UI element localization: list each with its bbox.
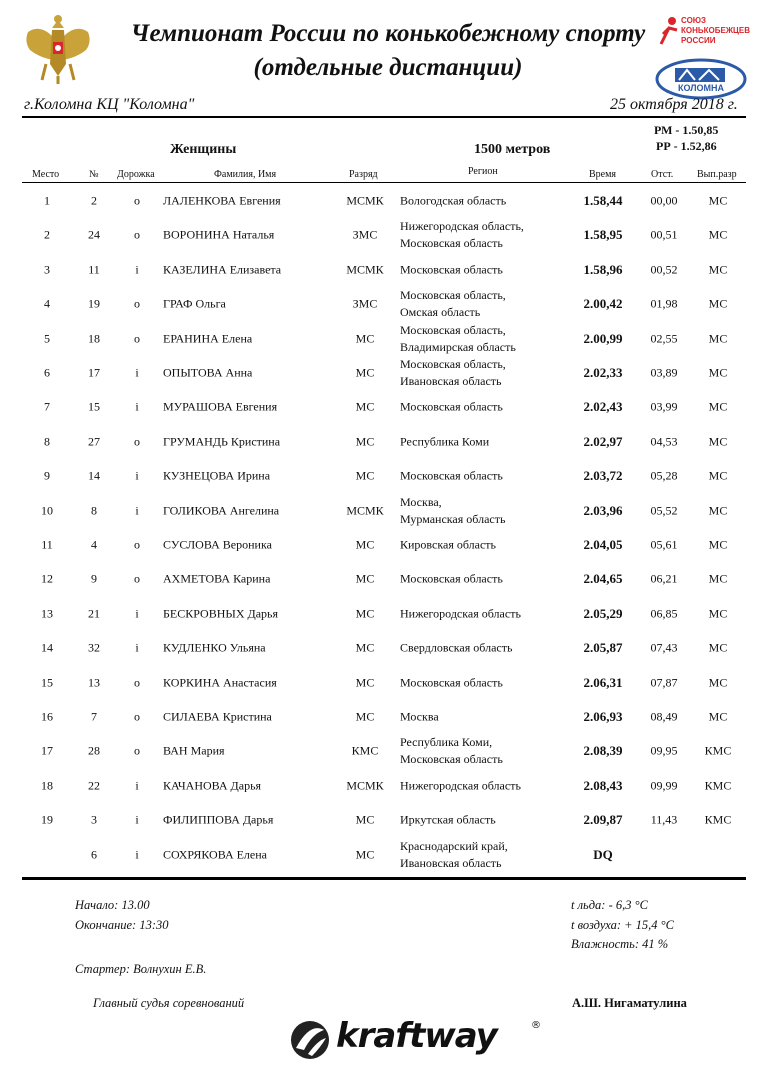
row-athlete-name: ГОЛИКОВА Ангелина (163, 503, 280, 518)
row-lane: i (135, 262, 139, 277)
row-athlete-name: ФИЛИППОВА Дарья (163, 812, 274, 827)
row-time: 2.08,39 (583, 743, 623, 759)
row-number: 27 (88, 434, 100, 449)
page-subtitle: (отдельные дистанции) (253, 54, 523, 81)
row-time: 2.06,31 (583, 674, 623, 690)
judge-name: А.Ш. Нигаматулина (572, 996, 687, 1010)
row-rank: МСМК (346, 503, 384, 518)
col-num: № (89, 169, 99, 180)
row-gap: 03,89 (650, 365, 678, 380)
row-result-rank: МС (708, 227, 728, 242)
table-row (0, 322, 776, 356)
row-place: 5 (44, 331, 50, 346)
row-place: 1 (44, 193, 50, 208)
row-place: 3 (44, 262, 50, 277)
end-time: Окончание: 13:30 (75, 918, 169, 932)
row-lane: i (135, 847, 139, 862)
venue: г.Коломна КЦ "Коломна" (24, 96, 195, 113)
distance-label: 1500 метров (474, 142, 551, 157)
row-time: 2.02,43 (583, 399, 623, 415)
table-row (0, 184, 776, 218)
table-row (0, 390, 776, 424)
kraftway-mark-icon (288, 1020, 332, 1060)
row-lane: о (134, 571, 140, 586)
row-gap: 05,52 (650, 503, 678, 518)
row-athlete-name: МУРАШОВА Евгения (163, 399, 278, 414)
row-number: 9 (91, 571, 97, 586)
arena-logo (655, 58, 747, 100)
row-gap: 11,43 (650, 812, 678, 827)
kraftway-logo (288, 1018, 548, 1062)
row-number: 2 (91, 193, 97, 208)
row-number: 28 (88, 743, 100, 758)
row-place: 9 (44, 468, 50, 483)
row-number: 11 (88, 262, 100, 277)
federation-logo (655, 12, 750, 64)
row-rank: МС (355, 399, 375, 414)
kraftway-wordmark: kraftway (336, 1016, 497, 1056)
row-result-rank: МС (708, 606, 728, 621)
row-region: Московская область, Ивановская область (400, 357, 506, 388)
row-result-rank: МС (708, 193, 728, 208)
row-lane: о (134, 434, 140, 449)
row-region: Московская область, Владимирская область (400, 322, 516, 354)
row-result-rank: МС (708, 331, 728, 346)
row-region: Московская область (400, 399, 503, 414)
row-result-rank: МС (708, 537, 728, 552)
row-athlete-name: ОПЫТОВА Анна (163, 365, 253, 380)
row-time: 2.05,87 (583, 640, 623, 656)
row-athlete-name: КАЗЕЛИНА Елизавета (163, 262, 282, 277)
row-gap: 06,21 (650, 571, 678, 586)
air-temperature: t воздуха: + 15,4 °C (571, 918, 675, 932)
table-row (0, 425, 776, 459)
col-place: Место (32, 169, 60, 180)
row-time: 2.00,99 (583, 330, 623, 346)
row-time: DQ (593, 846, 613, 862)
row-place: 13 (41, 606, 53, 621)
row-region: Краснодарский край, Ивановская область (400, 838, 508, 870)
row-lane: i (135, 778, 139, 793)
row-gap: 00,52 (650, 262, 678, 277)
row-rank: МС (355, 365, 375, 380)
row-lane: о (134, 193, 140, 208)
row-place: 12 (41, 571, 53, 586)
table-row (0, 631, 776, 665)
gender-label: Женщины (170, 142, 237, 157)
col-gap: Отст. (651, 169, 674, 180)
row-athlete-name: ГРУМАНДЬ Кристина (163, 434, 281, 449)
record-rr: РР - 1.52,86 (656, 139, 717, 153)
row-result-rank: МС (708, 468, 728, 483)
row-result-rank: МС (708, 365, 728, 380)
header-divider (22, 116, 746, 118)
row-gap: 05,61 (650, 537, 678, 552)
row-region: Вологодская область (400, 193, 507, 208)
table-row (0, 597, 776, 631)
row-number: 21 (88, 606, 100, 621)
row-gap: 07,87 (650, 675, 678, 690)
row-time: 2.02,97 (583, 433, 623, 449)
federation-logo-line3: РОССИИ (681, 36, 716, 45)
table-row (0, 562, 776, 596)
row-time: 2.00,42 (583, 296, 623, 312)
table-row (0, 356, 776, 390)
row-place: 7 (44, 399, 50, 414)
row-result-rank: КМС (704, 812, 732, 827)
row-athlete-name: КОРКИНА Анастасия (163, 675, 277, 690)
row-place: 10 (41, 503, 53, 518)
row-athlete-name: ВОРОНИНА Наталья (163, 227, 275, 242)
row-region: Свердловская область (400, 640, 513, 655)
row-time: 2.05,29 (583, 605, 623, 621)
row-region: Нижегородская область (400, 778, 521, 793)
row-result-rank: МС (708, 503, 728, 518)
row-time: 2.03,96 (583, 502, 623, 518)
row-gap: 05,28 (650, 468, 678, 483)
row-gap: 00,00 (650, 193, 678, 208)
table-row (0, 769, 776, 803)
event-date: 25 октября 2018 г. (610, 96, 738, 113)
row-gap: 09,95 (650, 743, 678, 758)
col-result-rank: Вып.разр (697, 169, 737, 180)
ice-temperature: t льда: - 6,3 °C (571, 898, 648, 912)
col-time: Время (589, 169, 617, 180)
row-lane: о (134, 709, 140, 724)
table-row (0, 253, 776, 287)
row-region: Московская область (400, 468, 503, 483)
row-gap: 04,53 (650, 434, 678, 449)
table-row (0, 838, 776, 872)
row-result-rank: КМС (704, 778, 732, 793)
row-place: 6 (44, 365, 50, 380)
row-athlete-name: КУЗНЕЦОВА Ирина (163, 468, 271, 483)
table-row (0, 803, 776, 837)
row-rank: ЗМС (352, 227, 378, 242)
row-lane: i (135, 812, 139, 827)
row-gap: 00,51 (650, 227, 678, 242)
arena-logo-text: КОЛОМНА (677, 83, 725, 93)
row-lane: о (134, 675, 140, 690)
page-title: Чемпионат России по конькобежному спорту (130, 20, 646, 47)
row-rank: КМС (351, 743, 379, 758)
row-gap: 07,43 (650, 640, 678, 655)
row-number: 4 (91, 537, 97, 552)
row-number: 13 (88, 675, 100, 690)
row-lane: i (135, 399, 139, 414)
row-gap: 01,98 (650, 296, 678, 311)
row-region: Республика Коми (400, 434, 490, 449)
col-name: Фамилия, Имя (214, 169, 277, 180)
row-athlete-name: АХМЕТОВА Карина (163, 571, 271, 586)
table-row (0, 494, 776, 528)
row-region: Московская область (400, 262, 503, 277)
row-number: 32 (88, 640, 100, 655)
row-rank: МС (355, 709, 375, 724)
row-lane: i (135, 606, 139, 621)
row-athlete-name: КУДЛЕНКО Ульяна (163, 640, 266, 655)
row-number: 17 (88, 365, 100, 380)
table-row (0, 666, 776, 700)
row-region: Нижегородская область (400, 606, 521, 621)
row-time: 1.58,96 (583, 261, 623, 277)
columns-divider (22, 182, 746, 183)
row-lane: i (135, 640, 139, 655)
row-place: 15 (41, 675, 53, 690)
record-rm: РМ - 1.50,85 (654, 123, 719, 137)
row-place: 2 (44, 227, 50, 242)
row-number: 15 (88, 399, 100, 414)
row-region: Московская область (400, 571, 503, 586)
federation-logo-line1: СОЮЗ (681, 16, 707, 25)
row-region: Москва, Мурманская область (400, 494, 506, 526)
row-number: 8 (91, 503, 97, 518)
row-time: 2.06,93 (583, 709, 623, 724)
row-result-rank: МС (708, 571, 728, 586)
row-result-rank: МС (708, 675, 728, 690)
row-rank: МС (355, 675, 375, 690)
row-gap: 06,85 (650, 606, 678, 621)
row-athlete-name: БЕСКРОВНЫХ Дарья (163, 606, 279, 621)
row-time: 2.02,33 (583, 365, 623, 380)
row-athlete-name: ЛАЛЕНКОВА Евгения (163, 193, 281, 208)
row-region: Иркутская область (400, 812, 496, 827)
row-time: 1.58,95 (583, 227, 623, 243)
registered-mark: ® (531, 1020, 541, 1031)
col-rank: Разряд (349, 169, 378, 180)
row-number: 14 (88, 468, 100, 483)
row-time: 2.04,65 (583, 571, 623, 587)
table-row (0, 734, 776, 768)
row-lane: о (134, 227, 140, 242)
judge-label: Главный судья соревнований (93, 996, 245, 1010)
row-gap: 09,99 (650, 778, 678, 793)
row-result-rank: МС (708, 296, 728, 311)
row-time: 1.58,44 (583, 193, 623, 208)
row-rank: МС (355, 537, 375, 552)
table-row (0, 700, 776, 734)
row-result-rank: КМС (704, 743, 732, 758)
row-gap: 03,99 (650, 399, 678, 414)
row-place: 17 (41, 743, 53, 758)
row-region: Московская область (400, 675, 503, 690)
row-region: Кировская область (400, 537, 497, 552)
row-rank: МСМК (346, 193, 384, 208)
row-number: 7 (91, 709, 97, 724)
row-athlete-name: СУСЛОВА Вероника (163, 537, 272, 552)
row-rank: МС (355, 331, 375, 346)
row-rank: МС (355, 571, 375, 586)
row-lane: i (135, 468, 139, 483)
row-place: 4 (44, 296, 50, 311)
col-region: Регион (468, 166, 498, 177)
row-rank: МС (355, 640, 375, 655)
start-time: Начало: 13.00 (75, 898, 150, 912)
row-rank: МС (355, 812, 375, 827)
row-place: 14 (41, 640, 53, 655)
row-athlete-name: ЕРАНИНА Елена (163, 331, 253, 346)
row-region: Республика Коми, Московская область (400, 735, 503, 767)
row-result-rank: МС (708, 399, 728, 414)
row-time: 2.08,43 (583, 777, 623, 793)
row-result-rank: МС (708, 640, 728, 655)
row-region: Москва (400, 709, 439, 724)
row-lane: i (135, 503, 139, 518)
table-row (0, 287, 776, 321)
row-rank: ЗМС (352, 296, 378, 311)
row-place: 18 (41, 778, 53, 793)
table-bottom-divider (22, 877, 746, 880)
row-number: 18 (88, 331, 100, 346)
row-number: 6 (91, 847, 97, 862)
row-rank: МС (355, 434, 375, 449)
row-athlete-name: СОХРЯКОВА Елена (163, 847, 267, 862)
table-row (0, 528, 776, 562)
row-time: 2.09,87 (583, 812, 623, 828)
row-number: 22 (88, 778, 100, 793)
row-result-rank: МС (708, 709, 728, 724)
row-result-rank: МС (708, 262, 728, 277)
row-region: Московская область, Омская область (400, 288, 506, 320)
row-number: 3 (91, 812, 97, 827)
row-athlete-name: ГРАФ Ольга (163, 296, 226, 311)
row-time: 2.03,72 (583, 468, 623, 484)
row-athlete-name: СИЛАЕВА Кристина (163, 709, 272, 724)
row-gap: 08,49 (650, 709, 678, 724)
col-lane: Дорожка (117, 169, 155, 180)
row-rank: МС (355, 468, 375, 483)
row-lane: о (134, 296, 140, 311)
row-place: 19 (41, 812, 53, 827)
row-lane: о (134, 743, 140, 758)
row-region: Нижегородская область, Московская область (400, 219, 524, 251)
row-place: 8 (44, 434, 50, 449)
row-gap: 02,55 (650, 331, 678, 346)
row-rank: МС (355, 847, 375, 862)
table-row (0, 218, 776, 252)
row-lane: i (135, 365, 139, 380)
row-place: 11 (41, 537, 53, 552)
row-result-rank: МС (708, 434, 728, 449)
row-rank: МСМК (346, 778, 384, 793)
row-athlete-name: ВАН Мария (163, 743, 225, 758)
row-lane: о (134, 537, 140, 552)
row-number: 19 (88, 296, 100, 311)
starter: Стартер: Волнухин Е.В. (75, 962, 207, 976)
row-place: 16 (41, 709, 53, 724)
row-number: 24 (88, 227, 100, 242)
row-rank: МС (355, 606, 375, 621)
table-row (0, 459, 776, 493)
federation-logo-line2: КОНЬКОБЕЖЦЕВ (681, 26, 751, 35)
row-rank: МСМК (346, 262, 384, 277)
row-lane: о (134, 331, 140, 346)
row-athlete-name: КАЧАНОВА Дарья (163, 778, 262, 793)
humidity: Влажность: 41 % (571, 937, 669, 951)
row-time: 2.04,05 (583, 537, 623, 552)
